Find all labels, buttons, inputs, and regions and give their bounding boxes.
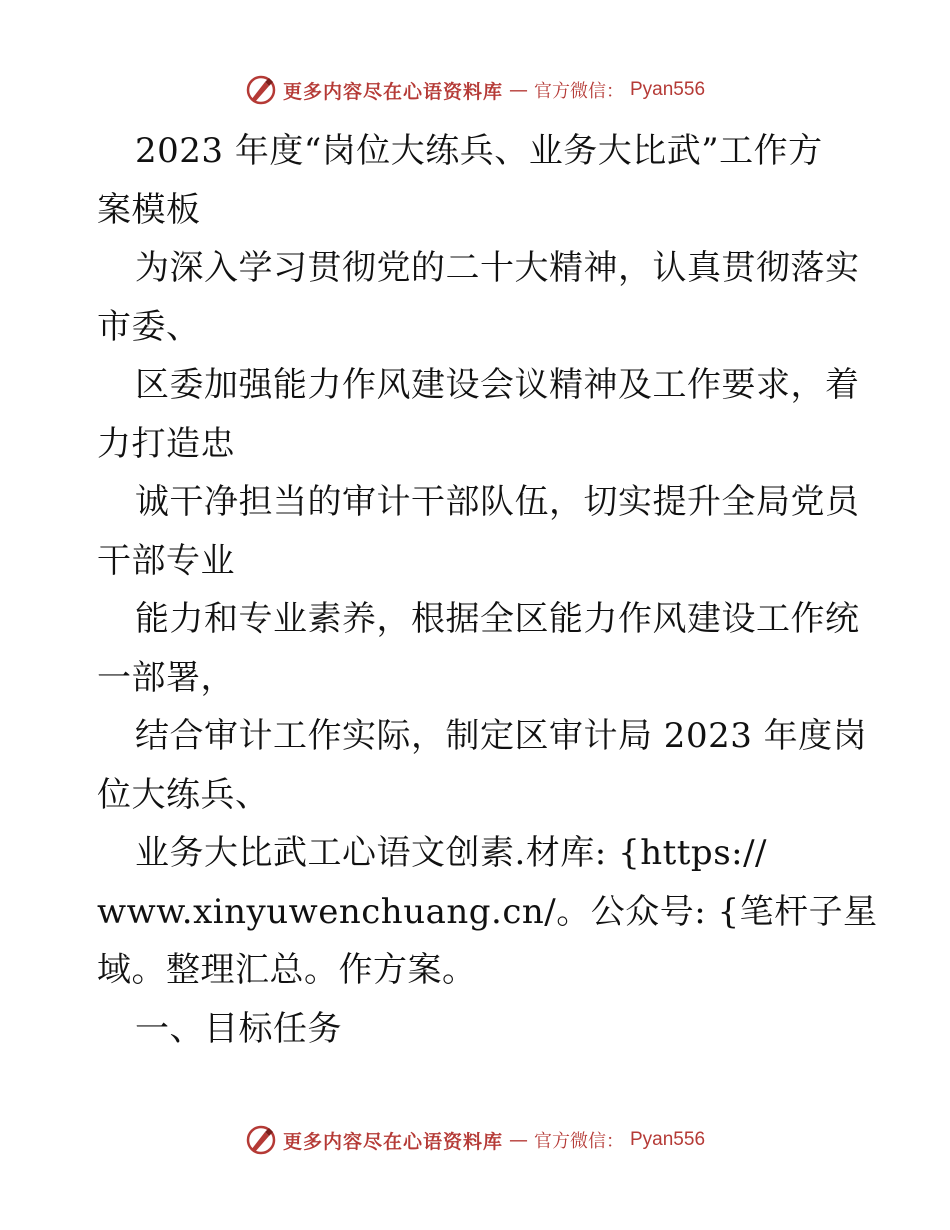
document-line: 诚干净担当的审计干部队伍，切实提升全局党员	[135, 482, 860, 522]
document-line: 干部专业	[97, 540, 235, 581]
header-wechat-label: 官方微信：	[534, 81, 624, 102]
footer-wechat-id: Pyan556	[630, 1129, 706, 1150]
document-line: 一部署，	[97, 657, 235, 698]
pen-logo-icon	[245, 1124, 277, 1156]
document-line: 区委加强能力作风建设会议精神及工作要求，着	[135, 365, 860, 405]
document-line: 位大练兵、	[97, 774, 270, 815]
document-line: 市委、	[97, 306, 201, 347]
document-line: 域。整理汇总。作方案。	[97, 950, 477, 990]
document-line: 业务大比武工心语文创素.材库: {https://	[135, 833, 768, 873]
document-line: 案模板	[97, 189, 201, 230]
document-line: www.xinyuwenchuang.cn/。公众号: {笔杆子星	[97, 891, 878, 932]
document-line: 2023 年度“岗位大练兵、业务大比武”工作方	[135, 131, 823, 171]
footer-brand-text: 更多内容尽在心语资料库	[282, 1130, 503, 1153]
document-line: 力打造忠	[97, 423, 235, 464]
document-line: 一、目标任务	[135, 1008, 342, 1049]
document-line: 能力和专业素养，根据全区能力作风建设工作统	[135, 599, 860, 639]
header-brand-text: 更多内容尽在心语资料库	[282, 80, 503, 103]
document-line: 结合审计工作实际，制定区审计局 2023 年度岗	[135, 716, 868, 756]
header-banner	[0, 70, 950, 110]
header-wechat-id: Pyan556	[630, 79, 706, 100]
document-body	[97, 122, 878, 1058]
footer-separator: —	[509, 1129, 528, 1151]
footer-wechat-label: 官方微信：	[534, 1131, 624, 1152]
footer-banner	[0, 1120, 950, 1160]
header-separator: —	[509, 79, 528, 101]
pen-logo-icon	[245, 74, 277, 106]
document-line: 为深入学习贯彻党的二十大精神，认真贯彻落实	[135, 248, 860, 288]
